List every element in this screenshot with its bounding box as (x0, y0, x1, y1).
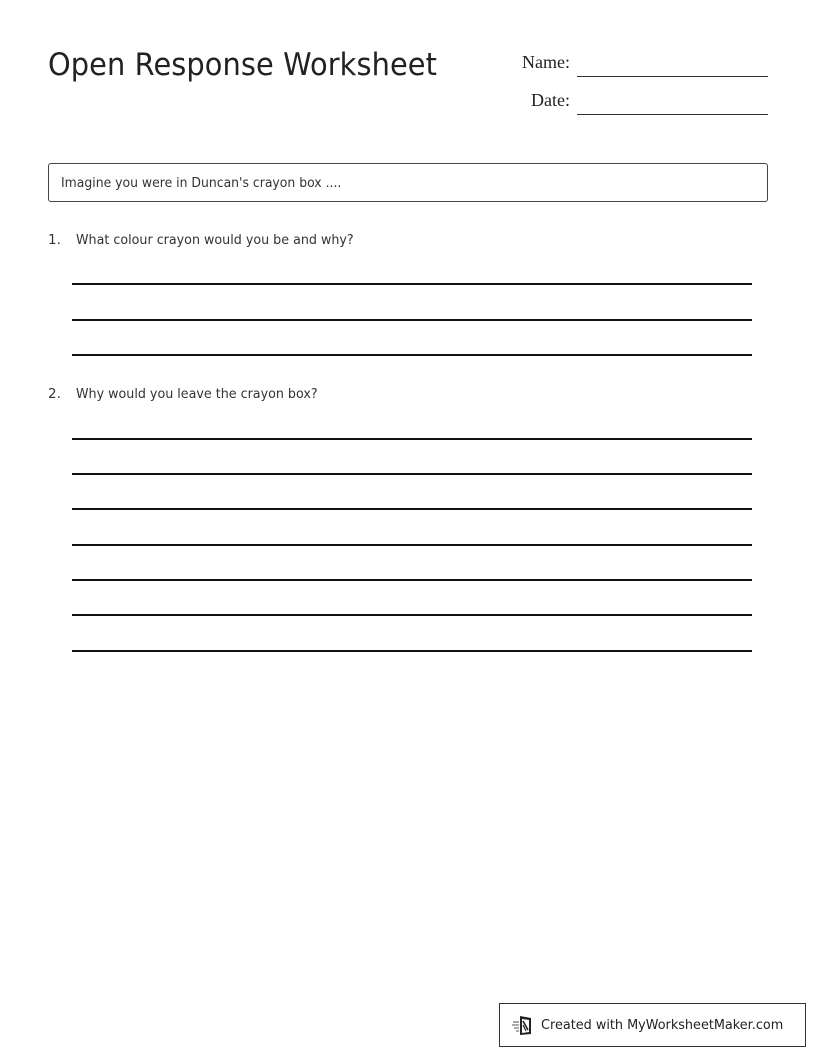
answer-line[interactable] (72, 438, 752, 440)
worksheet-maker-logo-icon (512, 1014, 534, 1036)
footer-badge[interactable] (499, 1003, 806, 1047)
date-line[interactable] (577, 114, 768, 115)
answer-line[interactable] (72, 650, 752, 652)
question-number: 2. (48, 386, 61, 402)
question-text: What colour crayon would you be and why? (76, 232, 354, 248)
prompt-box (48, 163, 768, 202)
question-number: 1. (48, 232, 61, 248)
date-label: Date: (531, 90, 570, 110)
worksheet-title: Open Response Worksheet (48, 47, 438, 83)
date-field[interactable] (500, 90, 768, 120)
answer-line[interactable] (72, 319, 752, 321)
answer-line[interactable] (72, 579, 752, 581)
answer-line[interactable] (72, 473, 752, 475)
question-text: Why would you leave the crayon box? (76, 386, 318, 402)
name-field[interactable] (500, 52, 768, 82)
answer-line[interactable] (72, 614, 752, 616)
prompt-text: Imagine you were in Duncan's crayon box .... (61, 174, 342, 191)
answer-line[interactable] (72, 283, 752, 285)
answer-line[interactable] (72, 354, 752, 356)
answer-line[interactable] (72, 544, 752, 546)
name-line[interactable] (577, 76, 768, 77)
name-label: Name: (522, 52, 570, 72)
footer-text: Created with MyWorksheetMaker.com (541, 1017, 784, 1033)
answer-line[interactable] (72, 508, 752, 510)
